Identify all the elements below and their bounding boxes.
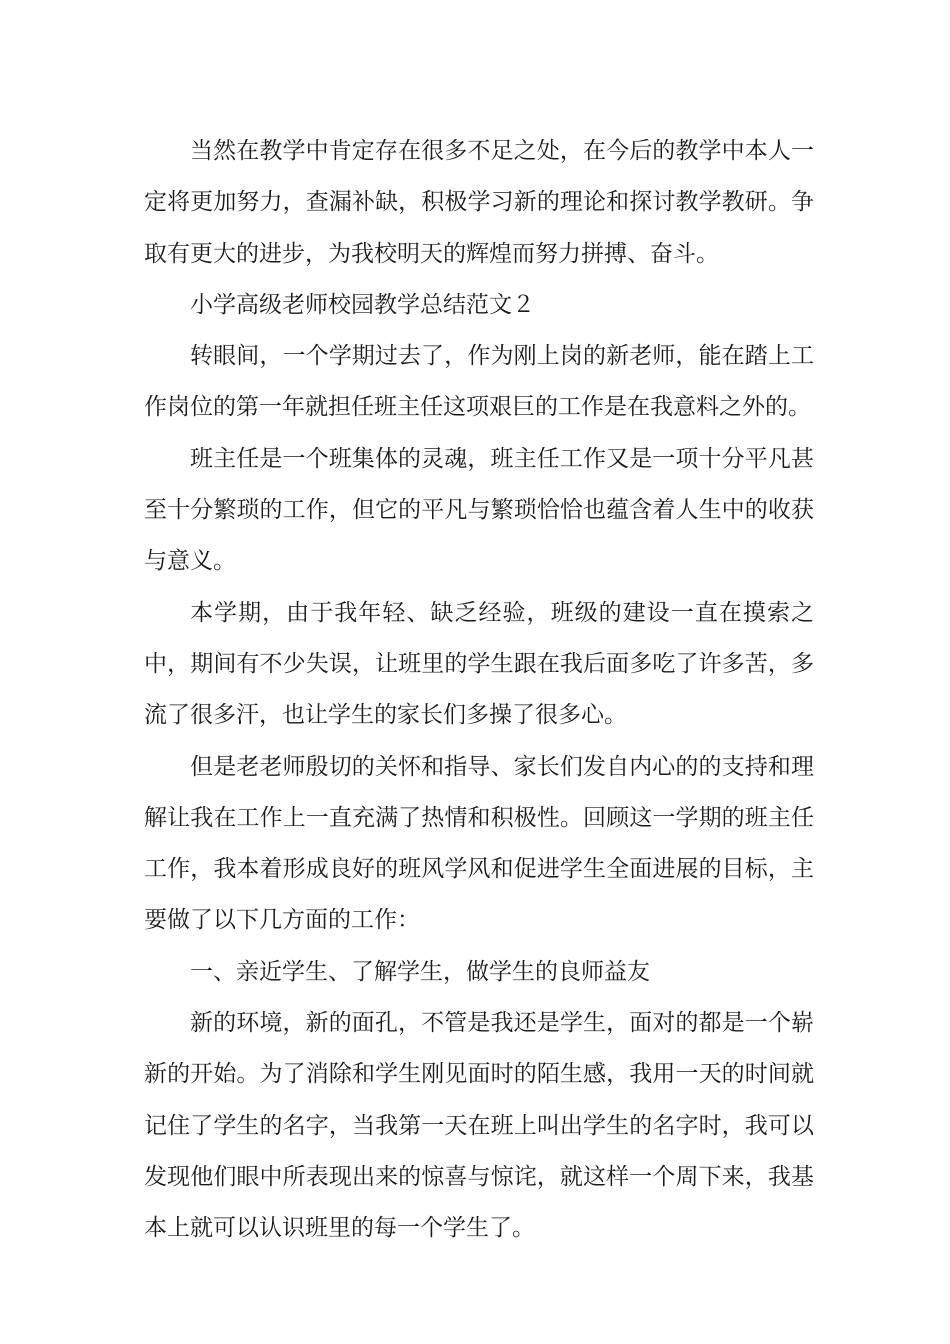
document-body xyxy=(144,126,814,1255)
section-heading-one: 一、亲近学生、了解学生，做学生的良师益友 xyxy=(190,958,650,985)
paragraph-semester: 本学期，由于我年轻、缺乏经验，班级的建设一直在摸索之中，期间有不少失误，让班里的学生跟在我后面多吃了许多苦，多流了很多汗，也让学生的家长们多操了很多心。 xyxy=(144,599,814,729)
paragraph-support: 但是老老师殷切的关怀和指导、家长们发自内心的的支持和理解让我在工作上一直充满了热情和积极性。回顾这一学期的班主任工作，我本着形成良好的班风学风和促进学生全面进展的目标，主要做了以下几方面的工作： xyxy=(144,753,814,934)
paragraph-new-environment: 新的环境，新的面孔，不管是我还是学生，面对的都是一个崭新的开始。为了消除和学生刚见面时的陌生感，我用一天的时间就记住了学生的名字，当我第一天在班上叫出学生的名字时，我可以发现他们眼中所表现出来的惊喜与惊诧，就这样一个周下来，我基本上就可以认识班里的每一个学生了。 xyxy=(144,1010,814,1242)
paragraph-conclusion: 当然在教学中肯定存在很多不足之处，在今后的教学中本人一定将更加努力，查漏补缺，积极学习新的理论和探讨教学教研。争取有更大的进步，为我校明天的辉煌而努力拼搏、奋斗。 xyxy=(144,138,814,267)
paragraph-role: 班主任是一个班集体的灵魂，班主任工作又是一项十分平凡甚至十分繁琐的工作，但它的平凡与繁琐恰恰也蕴含着人生中的收获与意义。 xyxy=(144,445,814,575)
section-title: 小学高级老师校园教学总结范文２ xyxy=(190,291,535,318)
paragraph-intro: 转眼间，一个学期过去了，作为刚上岗的新老师，能在踏上工作岗位的第一年就担任班主任这项艰巨的工作是在我意料之外的。 xyxy=(144,343,814,421)
